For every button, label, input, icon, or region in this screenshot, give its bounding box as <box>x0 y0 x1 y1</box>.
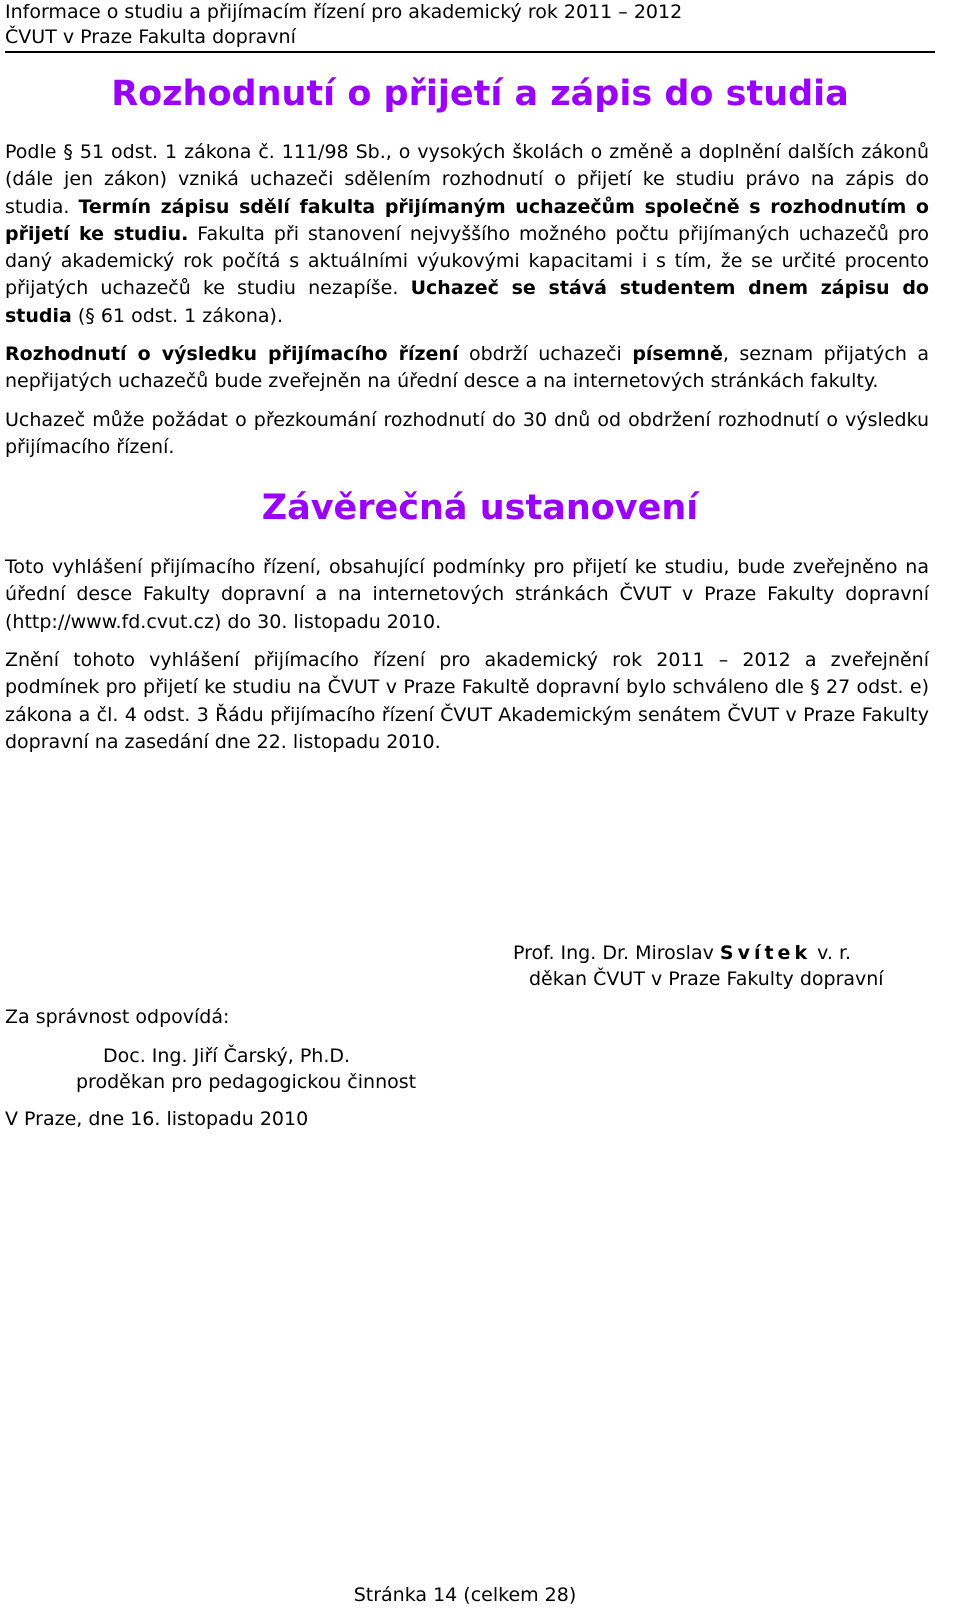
paragraph-publication: Toto vyhlášení přijímacího řízení, obsahující podmínky pro přijetí ke studiu, bude zveřejněno na úřední desce Fakulty dopravní a na internetových stránkách ČVUT v Praze Fakulty dopravní (http://www.fd.cvut.cz) do 30. listopadu 2010. <box>5 556 929 633</box>
header-document-title: Informace o studiu a přijímacím řízení pro akademický rok 2011 – 2012 <box>5 1 683 23</box>
emphasized-text: Uchazeč se stává studentem dnem zápisu do studia <box>5 277 929 327</box>
paragraph-text: , seznam přijatých a nepřijatých uchazečů bude zveřejněn na úřední desce a na internetových stránkách fakulty. <box>5 343 929 393</box>
section-title-final-provisions: Závěrečná ustanovení <box>261 488 699 528</box>
responsible-label: Za správnost odpovídá: <box>5 1006 230 1028</box>
header-faculty: ČVUT v Praze Fakulta dopravní <box>5 26 296 48</box>
vice-dean-name: Doc. Ing. Jiří Čarský, Ph.D. <box>103 1045 351 1067</box>
paragraph-text: (§ 61 odst. 1 zákona). <box>71 304 284 327</box>
emphasized-text: písemně <box>632 343 723 365</box>
emphasized-text: Rozhodnutí o výsledku přijímacího řízení <box>5 343 459 365</box>
dean-surname: Svítek <box>719 942 812 964</box>
paragraph-review-request: Uchazeč může požádat o přezkoumání rozhodnutí do 30 dnů od obdržení rozhodnutí o výsledku přijímacího řízení. <box>5 409 929 459</box>
paragraph-approval: Znění tohoto vyhlášení přijímacího řízení pro akademický rok 2011 – 2012 a zveřejnění podmínek pro přijetí ke studiu na ČVUT v Praze Fakultě dopravní bylo schváleno dle § 27 odst. e) zákona a čl. 4 odst. 3 Řádu přijímacího řízení ČVUT Akademickým senátem ČVUT v Praze Fakulty dopravní na zasedání dne 22. listopadu 2010. <box>5 649 929 753</box>
section-title-admission: Rozhodnutí o přijetí a zápis do studia <box>111 74 849 114</box>
paragraph-text: Podle § 51 odst. 1 zákona č. 111/98 Sb., o vysokých školách o změně a doplnění dalších zákonů (dále jen zákon) vzniká uchazeči sdělením rozhodnutí o přijetí ke studiu právo na zápis do studia. <box>5 141 929 218</box>
paragraph-decision <box>5 341 929 396</box>
vice-dean-role: proděkan pro pedagogickou činnost <box>76 1071 417 1093</box>
place-and-date: V Praze, dne 16. listopadu 2010 <box>5 1108 309 1130</box>
paragraph-text: Fakulta při stanovení nejvyššího možného počtu přijímaných uchazečů pro daný akademický rok počítá s aktuálními výukovými kapacitami i s tím, že se určité procento přijatých uchazečů ke studiu nezapíše. <box>5 222 929 300</box>
paragraph-text: obdrží uchazeči <box>458 343 633 365</box>
paragraph-enrollment <box>5 139 929 330</box>
emphasized-text: Termín zápisu sdělí fakulta přijímaným uchazečům společně s rozhodnutím o přijetí ke studiu. <box>5 195 929 245</box>
page-number: Stránka 14 (celkem 28) <box>353 1584 577 1606</box>
dean-role: děkan ČVUT v Praze Fakulty dopravní <box>529 968 884 990</box>
dean-signature-name: Prof. Ing. Dr. Miroslav Svítek v. r. <box>513 942 852 964</box>
page-header <box>5 0 935 53</box>
